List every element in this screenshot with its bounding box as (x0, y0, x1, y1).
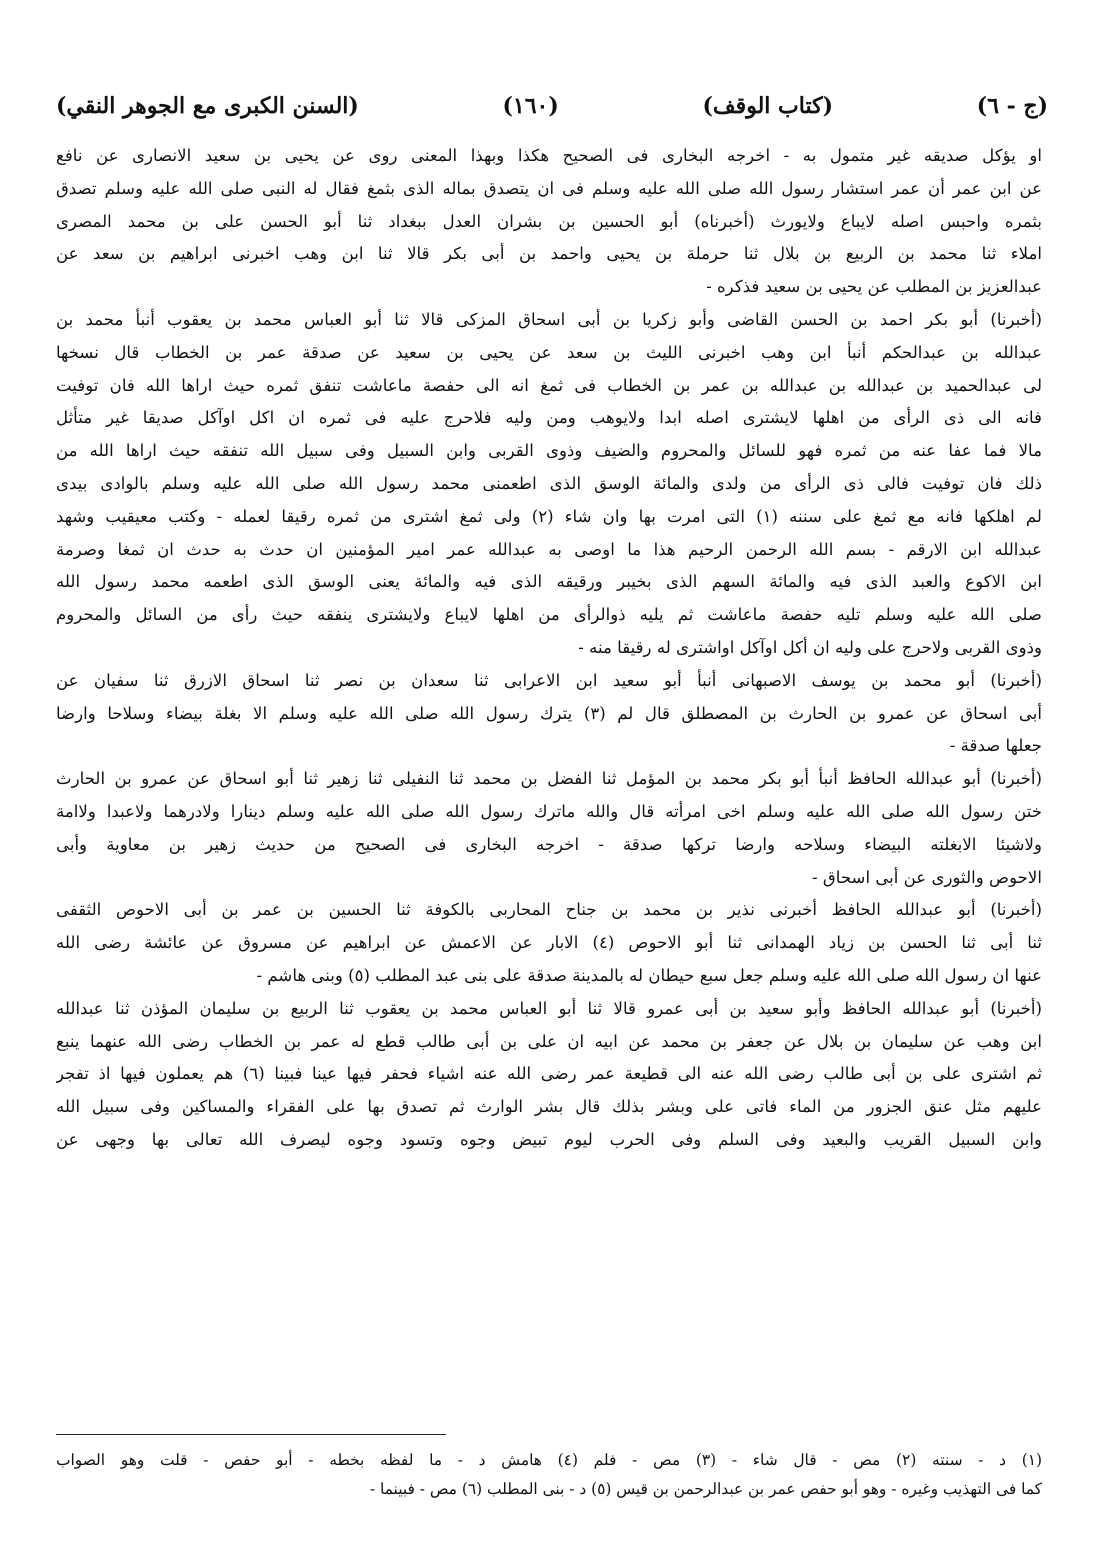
footnote-line: (١) د - سنته (٢) مص - قال شاء - (٣) مص - فلم (٤) هامش د - ما لفظه بخطه - أبو حفص - قلت وهو الصواب (56, 1451, 1042, 1469)
text-line: لى عبدالحميد بن عبدالله بن عبدالله بن عمر بن الخطاب فى ثمغ انه الى حفصة ماعاشت تنفق ثمره حيث اراها الله فان توفيت (56, 375, 1042, 395)
text-line: (أخبرنا) أبو بكر احمد بن الحسن القاضى وأبو زكريا بن أبى اسحاق المزكى قالا ثنا أبو العباس محمد بن يعقوب أنبأ محمد بن (56, 309, 1042, 329)
text-line: وذوى القربى ولاحرج على وليه ان أكل اوآكل اواشترى له رقيقا منه - (578, 637, 1042, 657)
chapter-title: (كتاب الوقف) (702, 93, 833, 119)
text-line: ثنا أبى ثنا الحسن بن زياد الهمدانى ثنا أبو الاحوص (٤) الابار عن الاعمش عن ابراهيم عن مسروق عن عائشة رضى الله (56, 933, 1042, 953)
text-line: ثم اشترى على بن أبى طالب رضى الله عنه الى قطيعة عمر رضى الله عنه اشياء فحفر فيها عينا فبينا (٦) هم يعملون فيها اذ تفجر (56, 1064, 1042, 1084)
page-number: (١٦٠) (502, 93, 559, 119)
text-line: عبدالعزيز بن المطلب عن يحيى بن سعيد فذكره - (706, 277, 1042, 297)
page-header (56, 86, 1048, 126)
text-line: عنها ان رسول الله صلى الله عليه وسلم جعل سبع حيطان له بالمدينة صدقة على بنى عبد المطلب (٥) وبنى هاشم - (256, 965, 1042, 985)
text-line: ابن وهب عن سليمان بن بلال عن جعفر بن محمد عن ابيه ان على بن أبى طالب قطع له عمر بن الخطاب رضى الله عنهما ينبع (56, 1031, 1042, 1051)
text-line: عبدالله بن عبدالحكم أنبأ ابن وهب اخبرنى الليث بن سعد عن يحيى بن سعيد عن صدقة عمر بن الخطاب قال نسخها (56, 342, 1042, 362)
text-line: (أخبرنا) أبو عبدالله الحافظ أخبرنى نذير بن محمد بن جناح المحاربى بالكوفة ثنا الحسين بن عمر بن أبى الاحوص الثقفى (56, 900, 1042, 920)
text-line: فانه الى ذى الرأى من اهلها لايشترى اصله ابدا ولايوهب ومن وليه فلاحرج عليه فى ثمره ان اكل اوآكل صديقا غير متأثل (56, 408, 1042, 428)
text-line: عن ابن عمر أن عمر استشار رسول الله صلى الله عليه وسلم فى ان يتصدق بماله الذى بثمغ فقال له النبى صلى الله عليه وسلم تصدق (56, 178, 1042, 198)
text-line: الاحوص والثورى عن أبى اسحاق - (812, 867, 1042, 887)
footnotes (56, 1446, 1042, 1530)
text-line: او يؤكل صديقه غير متمول به - اخرجه البخارى فى الصحيح هكذا وبهذا المعنى روى عن يحيى بن سعيد الانصارى عن نافع (56, 146, 1042, 165)
text-line: ابن الاكوع والعبد الذى فيه والمائة السهم الذى بخيبر ورقيقه الذى فيه والمائة يعنى الوسق الذى اطعمه محمد رسول الله (56, 572, 1042, 592)
text-line: عبدالله ابن الارقم - بسم الله الرحمن الرحيم هذا ما اوصى به عبدالله عمر امير المؤمنين ان حدث به حدث ان ثمغا وصرمة (56, 539, 1042, 559)
text-line: ذلك فان توفيت فالى ذى الرأى من ولدى والمائة الوسق الذى اطعمنى محمد رسول الله صلى الله عليه وسلم بالوادى بيدى (56, 473, 1042, 493)
volume-number: (ج - ٦) (976, 93, 1048, 119)
text-line: (أخبرنا) أبو محمد بن يوسف الاصبهانى أنبأ أبو سعيد ابن الاعرابى ثنا سعدان بن نصر ثنا اسحاق الازرق ثنا سفيان عن (56, 670, 1042, 690)
text-line: ولاشيئا الابغلته البيضاء وسلاحه وارضا تركها صدقة - اخرجه البخارى فى الصحيح من حديث زهير بن معاوية وأبى (56, 834, 1042, 854)
main-text (56, 140, 1042, 1424)
text-line: مالا فما عفا عنه من ثمره فهو للسائل والمحروم والضيف وذوى القربى وابن السبيل وفى سبيل الله تنفقه حيث اراها الله من (56, 441, 1042, 461)
text-line: (أخبرنا) أبو عبدالله الحافظ وأبو سعيد بن أبى عمرو قالا ثنا أبو العباس محمد بن يعقوب ثنا الربيع بن سليمان المؤذن ثنا عبدالله (56, 998, 1042, 1018)
text-line: املاء ثنا محمد بن الربيع بن بلال ثنا حرملة بن يحيى واحمد بن أبى بكر قالا ثنا ابن وهب اخبرنى ابراهيم بن سعد عن (56, 244, 1042, 264)
text-line: ختن رسول الله صلى الله عليه وسلم اخى امرأته قال والله ماترك رسول الله صلى الله عليه وسلم دينارا ولادرهما ولاعبدا ولاامة (56, 801, 1042, 821)
text-line: عليهم مثل عنق الجزور من الماء فاتى على وبشر بذلك قال بشر الوارث ثم تصدق بها على الفقراء والمساكين وفى سبيل الله (56, 1097, 1042, 1117)
text-line: وابن السبيل القريب والبعيد وفى السلم وفى الحرب ليوم تبيض وجوه وتسود وجوه ليصرف الله تعالى بها وجهى عن (56, 1129, 1042, 1149)
footnote-divider (56, 1434, 446, 1435)
text-line: جعلها صدقة - (949, 736, 1042, 756)
text-line: صلى الله عليه وسلم تليه حفصة ماعاشت ثم يليه ذوالرأى من اهلها لايباع ولايشترى ينفقه حيث رأى من السائل والمحروم (56, 605, 1042, 625)
book-title: (السنن الكبرى مع الجوهر النقي) (56, 93, 359, 119)
text-line: بثمره واحبس اصله لايباع ولايورث (أخبرناه) أبو الحسين بن بشران العدل ببغداد ثنا أبو الحسن على بن محمد المصرى (56, 211, 1042, 231)
text-line: أبى اسحاق عن عمرو بن الحارث بن المصطلق قال لم (٣) يترك رسول الله صلى الله عليه وسلم الا بغلة بيضاء وسلاحا وارضا (56, 703, 1042, 723)
text-line: لم اهلكها فانه مع ثمغ على سننه (١) التى امرت بها وان شاء (٢) ولى ثمغ اشترى من ثمره رقيقا لعمله - وكتب معيقيب وشهد (56, 506, 1042, 526)
text-line: (أخبرنا) أبو عبدالله الحافظ أنبأ أبو بكر محمد بن المؤمل ثنا الفضل بن محمد ثنا النفيلى ثنا زهير ثنا أبو اسحاق عن عمرو بن الحارث (56, 769, 1042, 789)
footnote-line: كما فى التهذيب وغيره - وهو أبو حفص عمر بن عبدالرحمن بن قيس (٥) د - بنى المطلب (٦) مص - فبينما - (369, 1480, 1042, 1498)
